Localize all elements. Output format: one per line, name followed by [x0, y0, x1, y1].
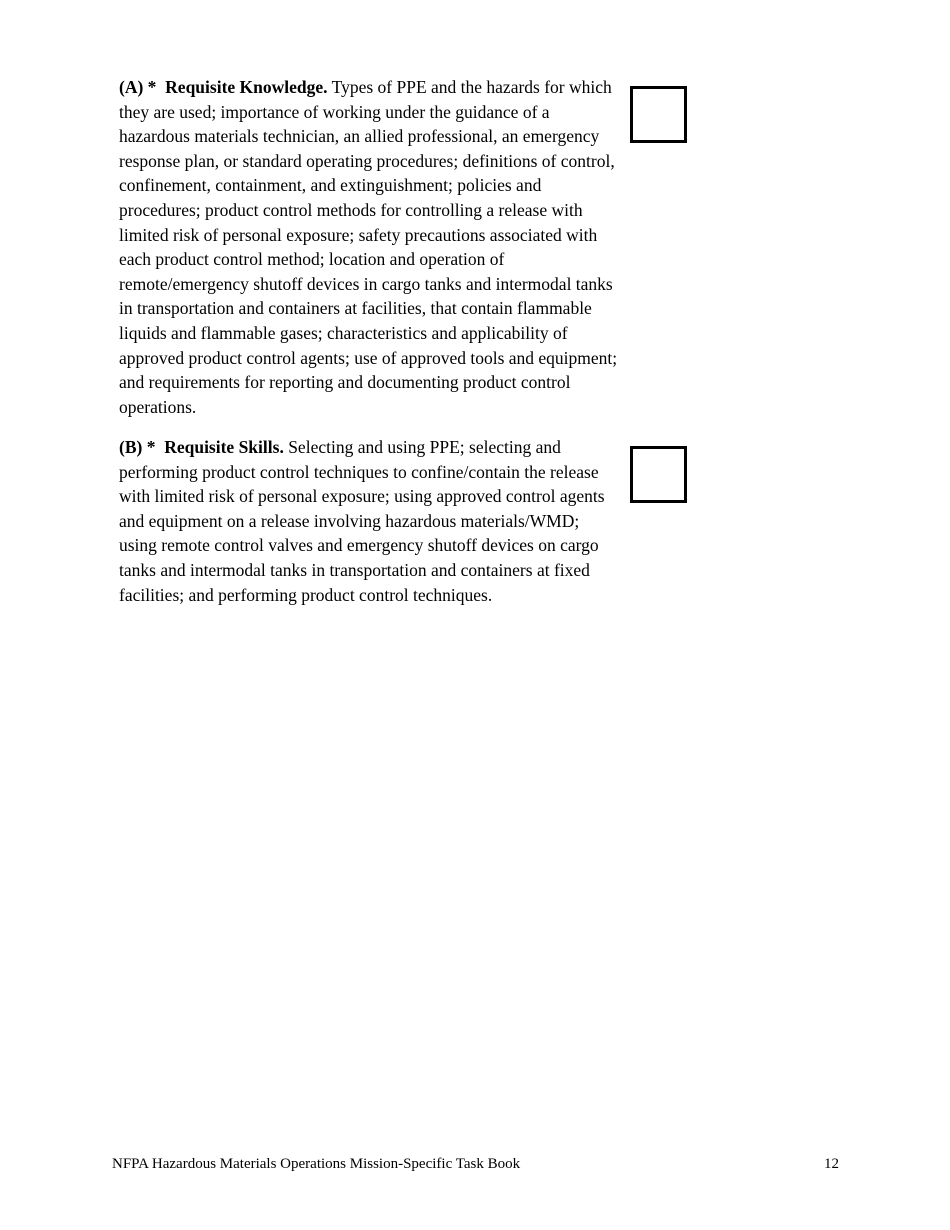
- item-a-heading: Requisite Knowledge.: [165, 77, 328, 97]
- footer-title: NFPA Hazardous Materials Operations Mission-Specific Task Book: [112, 1156, 521, 1172]
- item-b-id: (B) *: [119, 437, 156, 457]
- item-b-text: Selecting and using PPE; selecting and performing product control techniques to confine/contain the release with limited risk of personal exposure; using approved control agents and equipment on a release involving hazardous materials/WMD; using remote control valves and emergency shutoff devices on cargo tanks and intermodal tanks in transportation and containers at fixed facilities; and performing product control techniques.: [119, 437, 605, 605]
- item-b-heading: Requisite Skills.: [164, 437, 284, 457]
- item-a-text: Types of PPE and the hazards for which they are used; importance of working under the guidance of a hazardous materials technician, an allied professional, an emergency response plan, or standard operating procedures; definitions of control, confinement, containment, and extinguishment; policies and procedures; product control methods for controlling a release with limited risk of personal exposure; safety precautions associated with each product control method; location and operation of remote/emergency shutoff devices in cargo tanks and intermodal tanks in transportation and containers at facilities, that contain flammable liquids and flammable gases; characteristics and applicability of approved product control agents; use of approved tools and equipment; and requirements for reporting and documenting product control operations.: [119, 77, 618, 417]
- requisite-skills-checkbox[interactable]: [630, 446, 687, 503]
- item-a-id: (A) *: [119, 77, 157, 97]
- requisite-knowledge-checkbox[interactable]: [630, 86, 687, 143]
- requisite-skills-item: [119, 435, 619, 607]
- page-number: 12: [824, 1156, 839, 1172]
- requisite-knowledge-item: [119, 75, 619, 419]
